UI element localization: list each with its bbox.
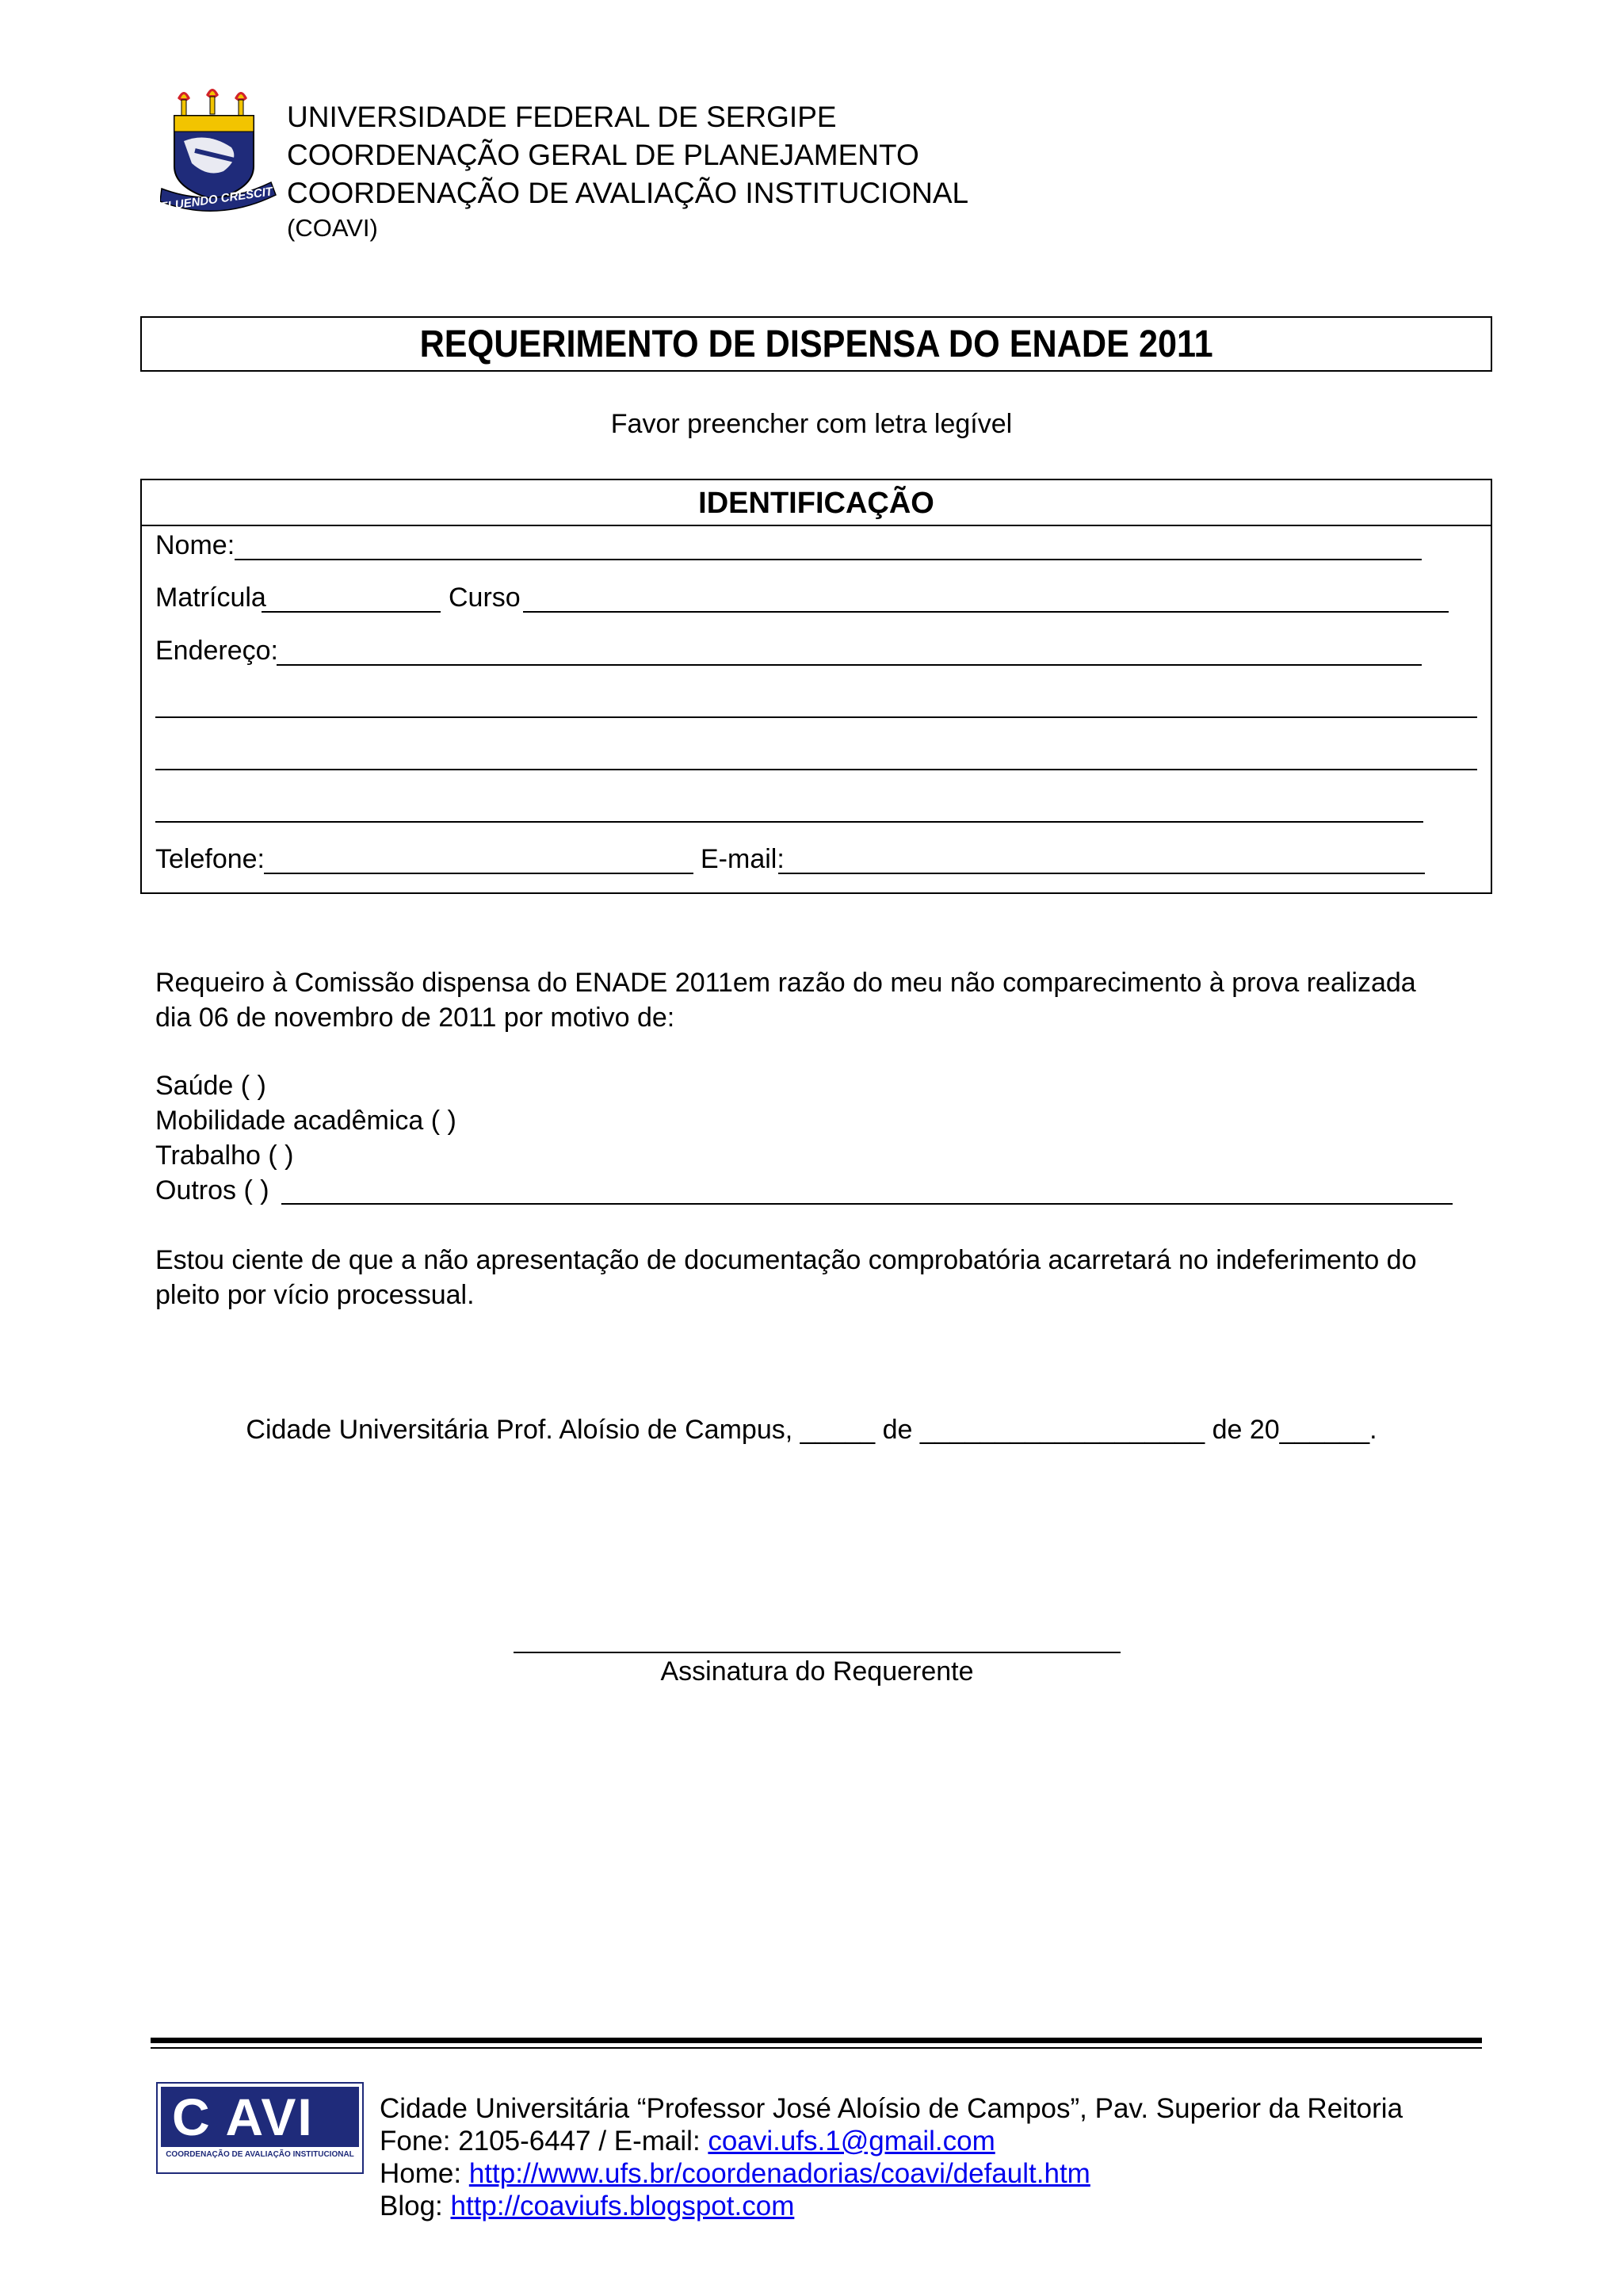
matricula-label: Matrícula xyxy=(155,583,266,613)
coavi-logo-text: C AVI xyxy=(172,2088,314,2146)
outros-field[interactable] xyxy=(281,1203,1453,1205)
planning-coordination: COORDENAÇÃO GERAL DE PLANEJAMENTO xyxy=(287,139,919,171)
identification-heading: IDENTIFICAÇÃO xyxy=(698,487,934,520)
endereco-field[interactable] xyxy=(277,664,1422,666)
endereco-field-line-2[interactable] xyxy=(155,716,1477,718)
footer-phone xyxy=(380,2125,995,2157)
footer-address: Cidade Universitária “Professor José Aloísio de Campos”, Pav. Superior da Reitoria xyxy=(380,2093,1403,2124)
request-paragraph: Requeiro à Comissão dispensa do ENADE 2011em razão do meu não comparecimento à prova realizada dia 06 de novembro de 2011 por motivo de: xyxy=(155,968,1416,1033)
identification-box xyxy=(140,479,1492,894)
university-name: UNIVERSIDADE FEDERAL DE SERGIPE xyxy=(287,101,837,133)
subtitle: Favor preencher com letra legível xyxy=(610,409,1013,439)
footer-rule-thick xyxy=(151,2038,1482,2043)
email-label: E-mail: xyxy=(701,844,785,874)
name-label: Nome: xyxy=(155,530,235,560)
footer-email-link[interactable]: coavi.ufs.1@gmail.com xyxy=(708,2126,995,2157)
footer-home-prefix: Home: xyxy=(380,2158,469,2189)
footer-phone-prefix: Fone: 2105-6447 / E-mail: xyxy=(380,2126,708,2157)
coavi-logo-subtext: COORDENAÇÃO DE AVALIAÇÃO INSTITUCIONAL xyxy=(166,2150,354,2159)
page-title: REQUERIMENTO DE DISPENSA DO ENADE 2011 xyxy=(419,323,1213,365)
coavi-acronym: (COAVI) xyxy=(287,214,378,242)
matricula-field[interactable] xyxy=(262,611,441,613)
date-line: Cidade Universitária Prof. Aloísio de Campus, _____ de ___________________ de 20______. xyxy=(246,1415,1377,1445)
curso-field[interactable] xyxy=(523,611,1449,613)
option-trabalho[interactable]: Trabalho ( ) xyxy=(155,1140,294,1171)
coavi-logo-band xyxy=(161,2087,359,2147)
identification-divider xyxy=(142,525,1491,526)
signature-field[interactable] xyxy=(514,1652,1121,1653)
footer-home-link[interactable]: http://www.ufs.br/coordenadorias/coavi/default.htm xyxy=(468,2158,1090,2189)
seal-motto: FLUENDO CRESCIT xyxy=(160,185,274,214)
footer-rule-thin xyxy=(151,2047,1482,2049)
email-field[interactable] xyxy=(778,873,1425,874)
notice-paragraph: Estou ciente de que a não apresentação de documentação comprobatória acarretará no indeferimento do pleito por vício processual. xyxy=(155,1245,1417,1310)
footer-blog-link[interactable]: http://coaviufs.blogspot.com xyxy=(450,2191,795,2222)
option-mobilidade[interactable]: Mobilidade acadêmica ( ) xyxy=(155,1106,456,1136)
signature-caption: Assinatura do Requerente xyxy=(660,1656,974,1687)
name-field[interactable] xyxy=(235,559,1422,560)
university-seal xyxy=(160,84,279,220)
footer-home xyxy=(380,2157,1090,2190)
telefone-field[interactable] xyxy=(264,873,693,874)
coavi-logo xyxy=(156,2082,364,2174)
option-saude[interactable]: Saúde ( ) xyxy=(155,1071,266,1101)
title-box xyxy=(140,316,1492,372)
torch-icon xyxy=(178,89,247,116)
endereco-field-line-4[interactable] xyxy=(155,821,1423,823)
endereco-field-line-3[interactable] xyxy=(155,769,1477,770)
telefone-label: Telefone: xyxy=(155,844,265,874)
curso-label: Curso xyxy=(449,583,521,613)
evaluation-coordination: COORDENAÇÃO DE AVALIAÇÃO INSTITUCIONAL xyxy=(287,177,969,209)
footer-blog-prefix: Blog: xyxy=(380,2191,451,2222)
footer-blog xyxy=(380,2190,794,2222)
option-outros[interactable]: Outros ( ) xyxy=(155,1175,269,1205)
endereco-label: Endereço: xyxy=(155,636,278,666)
